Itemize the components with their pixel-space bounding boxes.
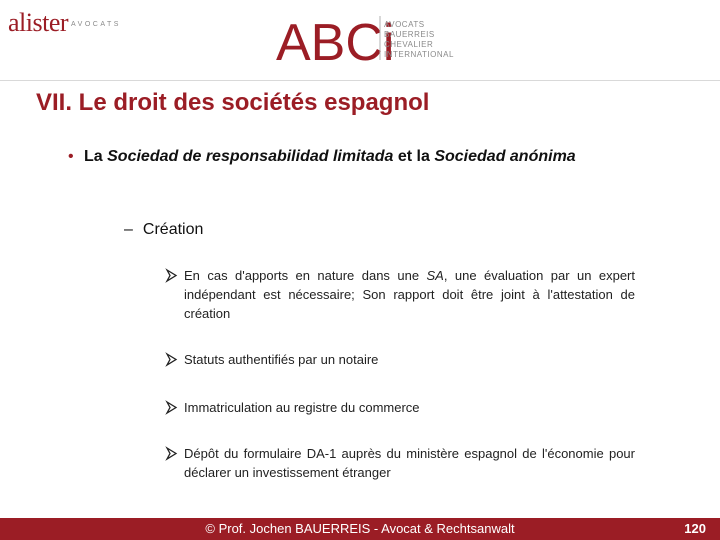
footer-bar (0, 518, 720, 540)
list-item (165, 266, 635, 323)
list-item-text: Immatriculation au registre du commerce (184, 400, 420, 415)
alister-logo (8, 8, 121, 40)
list-item (165, 398, 635, 417)
list-item-text: Statuts authentifiés par un notaire (184, 352, 379, 367)
list-item (165, 350, 635, 369)
alister-logo-tagline: AVOCATS (71, 21, 121, 29)
arrow-head-icon (165, 398, 179, 417)
arrow-head-icon (165, 266, 179, 285)
bullet-dot-icon: • (68, 148, 74, 165)
bullet-level-1-text: La Sociedad de responsabilidad limitada et la Sociedad anónima (84, 148, 576, 165)
page-number: 120 (684, 521, 706, 536)
abci-line-2: BAUERREIS (384, 30, 435, 39)
arrow-head-icon (165, 444, 179, 463)
list-item-text: En cas d'apports en nature dans une SA, une évaluation par un expert indépendant est nécessaire; Son rapport doit être joint à l'attestation de création (184, 268, 635, 321)
abci-line-3: CHEVALIER (384, 40, 434, 49)
list-item-text: Dépôt du formulaire DA-1 auprès du ministère espagnol de l'économie pour déclarer un investissement étranger (184, 446, 635, 480)
abci-logo-letters: ABCi (276, 14, 395, 66)
header-divider (0, 80, 720, 81)
dash-bullet-icon: – (124, 221, 133, 238)
list-item (165, 444, 635, 482)
bullet-level-1 (68, 146, 668, 167)
bullet-level-2-text: Création (142, 221, 204, 238)
bullet-level-2 (124, 220, 203, 240)
abci-line-1: AVOCATS (384, 20, 425, 29)
abci-logo (276, 10, 466, 66)
arrow-head-icon (165, 350, 179, 369)
abci-line-4: INTERNATIONAL (384, 50, 454, 59)
footer-credit: © Prof. Jochen BAUERREIS - Avocat & Rechtsanwalt (205, 521, 515, 536)
alister-logo-name: alister (8, 8, 69, 37)
slide-title: VII. Le droit des sociétés espagnol (36, 89, 430, 116)
